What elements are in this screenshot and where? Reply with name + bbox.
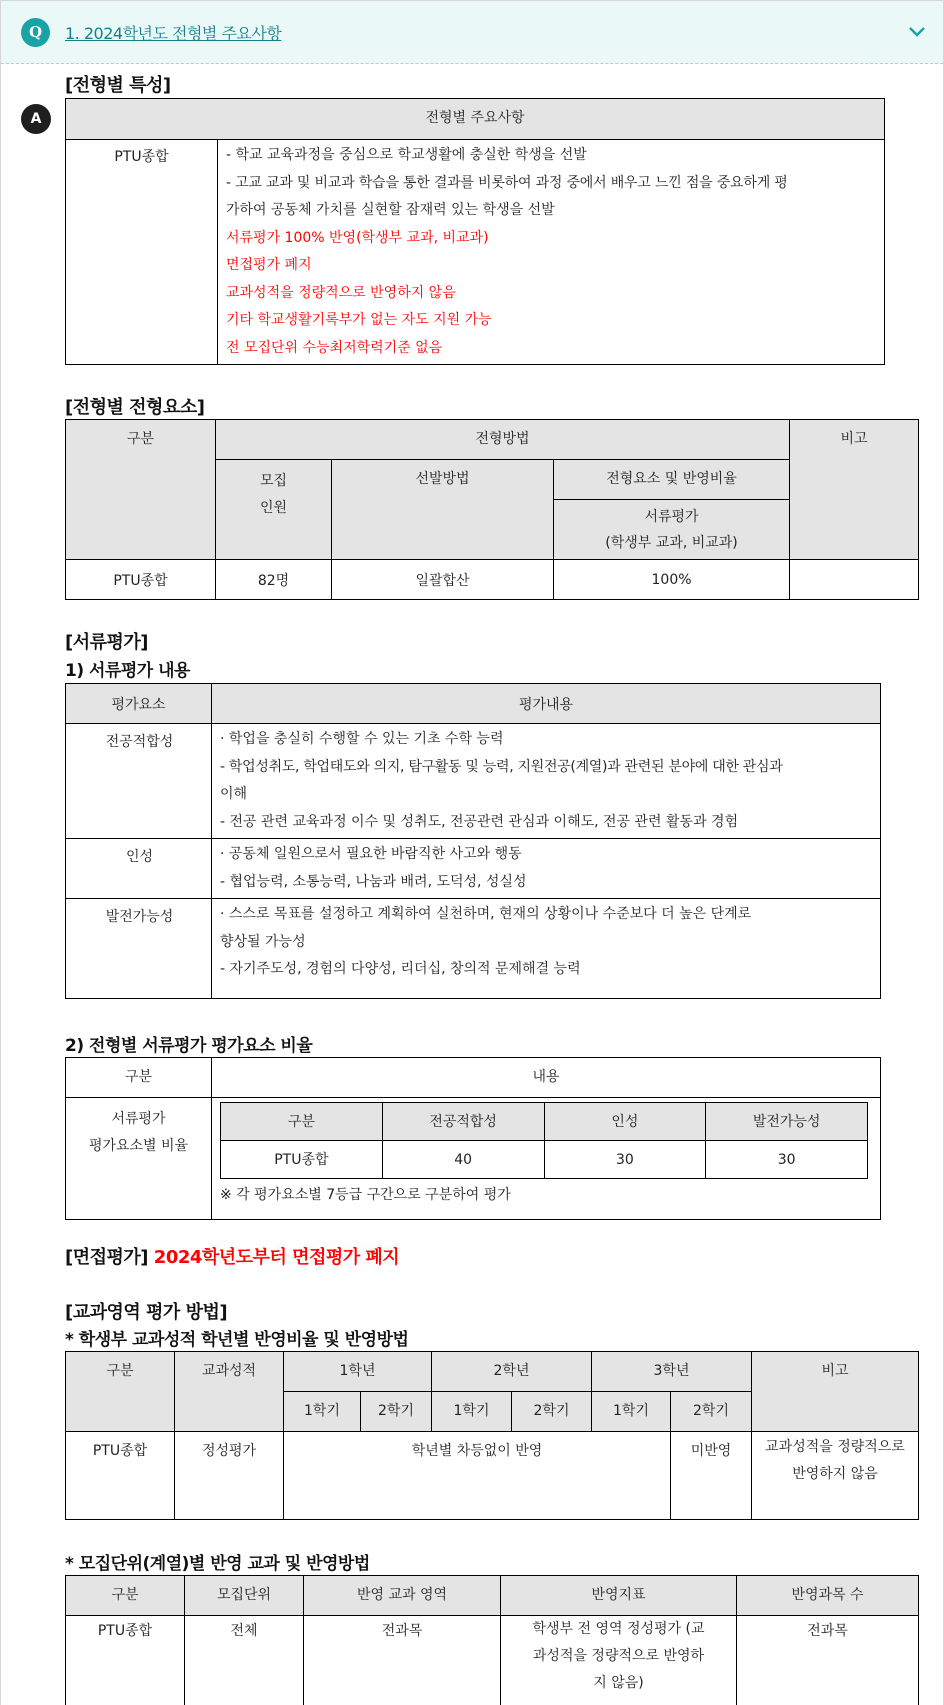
feature-highlight: 기타 학교생활기록부가 없는 자도 지원 가능 [226, 312, 492, 328]
feature-highlight: 면접평가 폐지 [226, 257, 312, 273]
features-table [65, 98, 885, 365]
th-method: 전형방법 [216, 420, 790, 460]
interview-heading: [면접평가] [65, 1247, 149, 1268]
chevron-down-icon[interactable] [907, 23, 927, 39]
cell-unit: 전체 [185, 1616, 304, 1705]
features-table-header: 전형별 주요사항 [66, 99, 885, 140]
doc-ratio-table [65, 1057, 881, 1220]
grade-ratio-table [65, 1351, 919, 1520]
ratio-content [212, 1098, 881, 1220]
th-sem: 2학기 [512, 1392, 592, 1432]
inner-th: 구분 [221, 1103, 383, 1141]
inner-th: 인성 [544, 1103, 706, 1141]
question-badge: Q [21, 18, 50, 47]
feature-line: - 고교 교과 및 비교과 학습을 통한 결과를 비롯하여 과정 중에서 배우고 느낀 점을 중요하게 평 [226, 174, 788, 191]
features-content [218, 140, 885, 365]
ratio-inner-table [220, 1102, 868, 1179]
features-row-label: PTU종합 [66, 140, 218, 365]
cell-doc-ratio: 100% [554, 560, 790, 600]
th-sem: 1학기 [284, 1392, 361, 1432]
inner-cell: 30 [706, 1141, 868, 1179]
th-element: 평가요소 [66, 684, 212, 724]
th-grades: 교과성적 [175, 1352, 284, 1432]
feature-highlight: 전 모집단위 수능최저학력기준 없음 [226, 339, 443, 356]
section-heading-interview [65, 1243, 399, 1269]
cell-quota: 82명 [216, 560, 332, 600]
inner-cell: PTU종합 [221, 1141, 383, 1179]
section-heading-elements: [전형별 전형요소] [65, 397, 205, 418]
question-title-link[interactable]: 1. 2024학년도 전형별 주요사항 [65, 24, 282, 43]
th-sem: 2학기 [671, 1392, 752, 1432]
th-doc-eval: 서류평가 (학생부 교과, 비교과) [554, 500, 790, 560]
cell-note [790, 560, 919, 600]
sub-heading-unit: * 모집단위(계열)별 반영 교과 및 반영방법 [65, 1554, 370, 1574]
section-heading-doc-eval: [서류평가] [65, 632, 149, 653]
th-note: 비고 [752, 1352, 919, 1432]
cell-category: PTU종합 [66, 560, 216, 600]
feature-line: - 학교 교육과정을 중심으로 학교생활에 충실한 학생을 선발 [226, 147, 587, 163]
th-category: 구분 [66, 420, 216, 560]
element-content: · 스스로 목표를 설정하고 계획하여 실천하며, 현재의 상황이나 수준보다 더 높은 단계로 향상될 가능성 - 자기주도성, 경험의 다양성, 리더십, 창의적 문제해결 능력 [212, 899, 881, 999]
th-count: 반영과목 수 [737, 1576, 919, 1616]
element-major-fit: 전공적합성 [66, 724, 212, 839]
th-sem: 1학기 [592, 1392, 671, 1432]
th-ratio-category: 구분 [66, 1058, 212, 1098]
cell-category: PTU종합 [66, 1432, 175, 1520]
th-unit: 모집단위 [185, 1576, 304, 1616]
interview-abolished-note: 2024학년도부터 면접평가 폐지 [153, 1247, 400, 1268]
answer-badge: A [21, 104, 51, 134]
th-year1: 1학년 [284, 1352, 432, 1392]
inner-th: 전공적합성 [382, 1103, 544, 1141]
element-content: · 학업을 충실히 수행할 수 있는 기초 수학 능력 - 학업성취도, 학업태도와 의지, 탐구활동 및 능력, 지원전공(계열)과 관련된 분야에 대한 관심과 이해 - 전공 관련 교육과정 이수 및 성취도, 전공관련 관심과 이해도, 전공 관련 활동과 경험 [212, 724, 881, 839]
element-potential: 발전가능성 [66, 899, 212, 999]
section-heading-subject-eval: [교과영역 평가 방법] [65, 1302, 228, 1323]
cell-grades: 정성평가 [175, 1432, 284, 1520]
feature-highlight: 교과성적을 정량적으로 반영하지 않음 [226, 284, 456, 301]
question-header[interactable] [1, 1, 943, 64]
elements-table [65, 419, 919, 600]
cell-category: PTU종합 [66, 1616, 185, 1705]
cell-index: 학생부 전 영역 정성평가 (교과성적을 정량적으로 반영하지 않음) [501, 1616, 737, 1705]
inner-cell: 30 [544, 1141, 706, 1179]
th-year2: 2학년 [432, 1352, 592, 1392]
sub-heading-ratio: 2) 전형별 서류평가 평가요소 비율 [65, 1036, 313, 1056]
th-index: 반영지표 [501, 1576, 737, 1616]
th-ratio-content: 내용 [212, 1058, 881, 1098]
sub-heading-grade-ratio: * 학생부 교과성적 학년별 반영비율 및 반영방법 [65, 1330, 409, 1350]
cell-note: 교과성적을 정량적으로 반영하지 않음 [752, 1432, 919, 1520]
element-character: 인성 [66, 839, 212, 899]
cell-reflect: 학년별 차등없이 반영 [284, 1432, 671, 1520]
th-quota: 모집 인원 [216, 460, 332, 560]
ratio-label: 서류평가 평가요소별 비율 [66, 1098, 212, 1220]
th-sem: 1학기 [432, 1392, 512, 1432]
th-area: 반영 교과 영역 [304, 1576, 501, 1616]
sub-heading-doc-content: 1) 서류평가 내용 [65, 661, 190, 681]
th-note: 비고 [790, 420, 919, 560]
cell-not-reflected: 미반영 [671, 1432, 752, 1520]
th-selection: 선발방법 [332, 460, 554, 560]
inner-th: 발전가능성 [706, 1103, 868, 1141]
unit-subject-table [65, 1575, 919, 1705]
cell-count: 전과목 [737, 1616, 919, 1705]
feature-highlight: 서류평가 100% 반영(학생부 교과, 비교과) [226, 229, 489, 246]
th-sem: 2학기 [361, 1392, 432, 1432]
section-heading-features: [전형별 특성] [65, 75, 171, 96]
ratio-note: ※ 각 평가요소별 7등급 구간으로 구분하여 평가 [220, 1187, 511, 1203]
th-year3: 3학년 [592, 1352, 752, 1392]
th-content: 평가내용 [212, 684, 881, 724]
feature-line: 가하여 공동체 가치를 실현할 잠재력 있는 학생을 선발 [226, 202, 555, 218]
th-category: 구분 [66, 1576, 185, 1616]
th-category: 구분 [66, 1352, 175, 1432]
doc-eval-table [65, 683, 881, 999]
cell-selection: 일괄합산 [332, 560, 554, 600]
cell-area: 전과목 [304, 1616, 501, 1705]
inner-cell: 40 [382, 1141, 544, 1179]
th-ratio: 전형요소 및 반영비율 [554, 460, 790, 500]
element-content: · 공동체 일원으로서 필요한 바람직한 사고와 행동 - 협업능력, 소통능력, 나눔과 배려, 도덕성, 성실성 [212, 839, 881, 899]
